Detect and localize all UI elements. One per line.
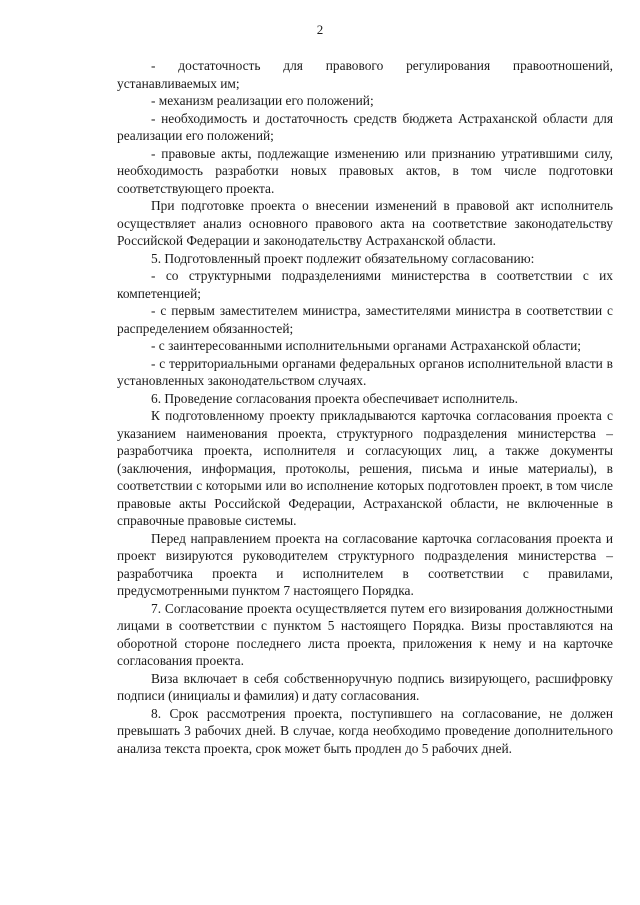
paragraph: - с заинтересованными исполнительными органами Астраханской области;	[151, 338, 581, 353]
paragraph: 5. Подготовленный проект подлежит обязательному согласованию:	[151, 250, 535, 266]
paragraph: - механизм реализации его положений;	[151, 93, 374, 108]
page-number: 2	[316, 22, 324, 37]
paragraph: Виза включает в себя собственноручную подпись визирующего, расшифровку подписи (инициалы и фамилия) и дату согласования.	[117, 670, 613, 703]
paragraph: - необходимость и достаточность средств бюджета Астраханской области для реализации его положений;	[117, 110, 613, 143]
paragraph: - с первым заместителем министра, заместителями министра в соответствии с распределением обязанностей;	[117, 303, 613, 336]
paragraph: При подготовке проекта о внесении изменений в правовой акт исполнитель осуществляет анализ основного правового акта на соответствие законодательству Российской Федерации и законодательству Астраханской области.	[117, 198, 613, 248]
paragraph: 6. Проведение согласования проекта обеспечивает исполнитель.	[151, 390, 518, 406]
paragraph: - достаточность для правового регулирования правоотношений, устанавливаемых им;	[117, 58, 613, 91]
paragraph: - со структурными подразделениями министерства в соответствии с их компетенцией;	[117, 268, 613, 301]
paragraph: - с территориальными органами федеральных органов исполнительной власти в установленных законодательством случаях.	[117, 355, 613, 388]
paragraph: - правовые акты, подлежащие изменению или признанию утратившими силу, необходимость разработки новых правовых актов, в том числе подготовки соответствующего проекта.	[117, 145, 613, 196]
body-text	[117, 57, 613, 757]
paragraph: К подготовленному проекту прикладываются карточка согласования проекта с указанием наименования проекта, структурного подразделения министерства – разработчика проекта, исполнителя и согласующих лиц, а также документы (заключения, информация, протоколы, решения, письма и иные материалы), в соответствии с которыми или во исполнение которых подготовлен проект, в том числе правовые акты Российской Федерации, Астраханской области, не включенные в справочные правовые системы.	[117, 408, 613, 528]
paragraph: Перед направлением проекта на согласование карточка согласования проекта и проект визируются руководителем структурного подразделения министерства – разработчика проекта и исполнителем в соответствии с правилами, предусмотренными пунктом 7 настоящего Порядка.	[117, 530, 613, 598]
paragraph: 8. Срок рассмотрения проекта, поступившего на согласование, не должен превышать 3 рабочих дней. В случае, когда необходимо проведение дополнительного анализа текста проекта, срок может быть продлен до 5 рабочих дней.	[117, 705, 613, 756]
paragraph: 7. Согласование проекта осуществляется путем его визирования должностными лицами в соответствии с пунктом 5 настоящего Порядка. Визы проставляются на оборотной стороне последнего листа проекта, приложения к нему и на карточке согласования проекта.	[117, 600, 613, 668]
